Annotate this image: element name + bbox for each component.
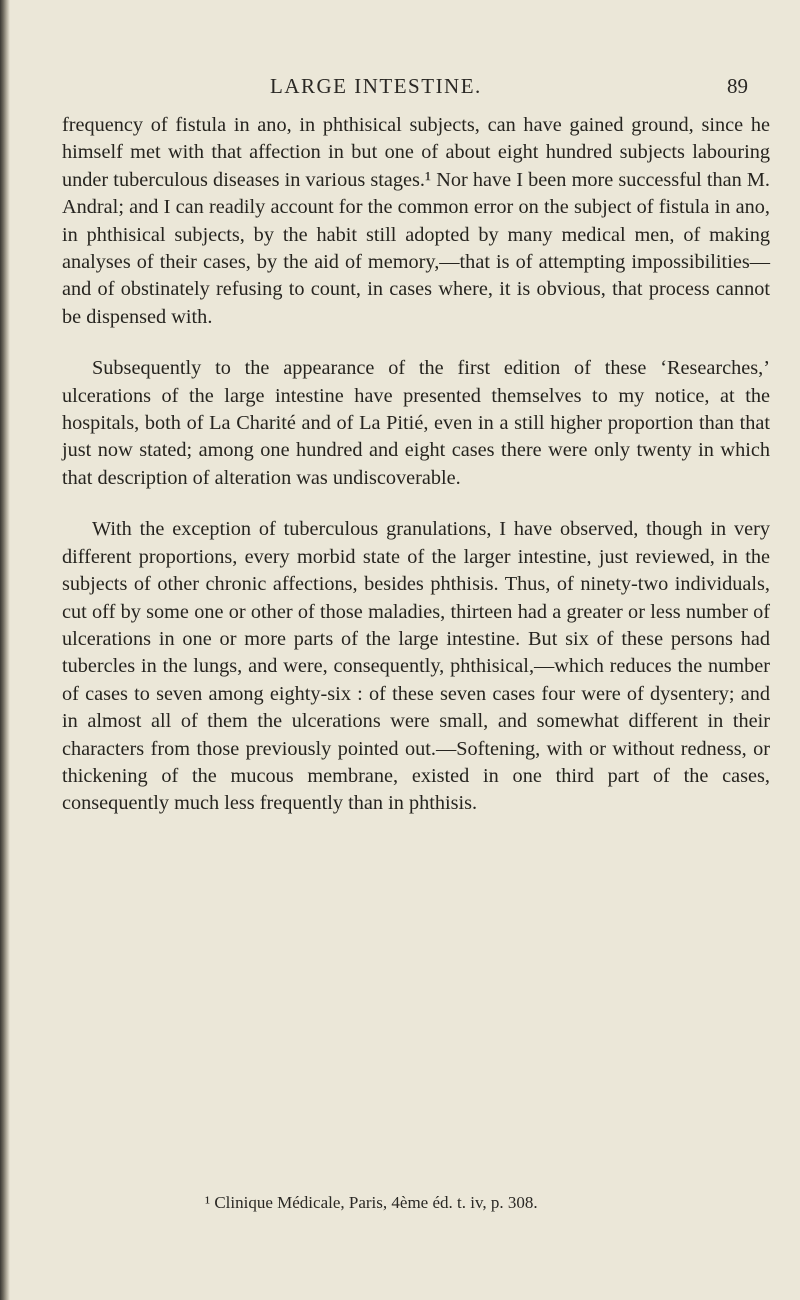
footnote: ¹ Clinique Médicale, Paris, 4ème éd. t. iv, p. 308. bbox=[205, 1193, 538, 1212]
paragraph-subsequently: Subsequently to the appearance of the first edition of these ‘Researches,’ ulcerations of the large intestine have presented themselves to my notice, at the hospitals, both of La Charité and of La Pitié, even in a still higher proportion than that just now stated; among one hundred and eight cases there were only twenty in which that description of alteration was undiscoverable. bbox=[62, 357, 770, 489]
paragraph-gap bbox=[62, 492, 770, 516]
page-gutter-edge bbox=[0, 0, 10, 1300]
paragraph-continuation: frequency of fistula in ano, in phthisical subjects, can have gained ground, since he himself met with that affection in but one of about eight hundred subjects labouring under tuberculous diseases in various stages.¹ Nor have I been more successful than M. Andral; and I can readily account for the common error on the subject of fistula in ano, in phthisical subjects, by the habit still adopted by many medical men, of making analyses of their cases, by the aid of memory,—that is of attempting impossibilities—and of obstinately refusing to count, in cases where, it is obvious, that process cannot be dispensed with. bbox=[62, 114, 770, 328]
paragraph-exception: With the exception of tuberculous granulations, I have observed, though in very different proportions, every morbid state of the larger intestine, just reviewed, in the subjects of other chronic affections, besides phthisis. Thus, of ninety-two individuals, cut off by some one or other of those maladies, thirteen had a greater or less number of ulcerations in one or more parts of the large intestine. But six of these persons had tubercles in the lungs, and were, consequently, phthisical,—which reduces the number of cases to seven among eighty-six : of these seven cases four were of dysentery; and in almost all of them the ulcerations were small, and somewhat different in their characters from those previously pointed out.—Softening, with or without redness, or thickening of the mucous membrane, existed in one third part of the cases, consequently much less frequently than in phthisis. bbox=[62, 518, 770, 815]
body-text bbox=[62, 112, 770, 818]
page-number: 89 bbox=[727, 74, 748, 98]
page-header bbox=[0, 74, 800, 104]
running-head: LARGE INTESTINE. bbox=[270, 74, 482, 98]
paragraph-gap bbox=[62, 331, 770, 355]
